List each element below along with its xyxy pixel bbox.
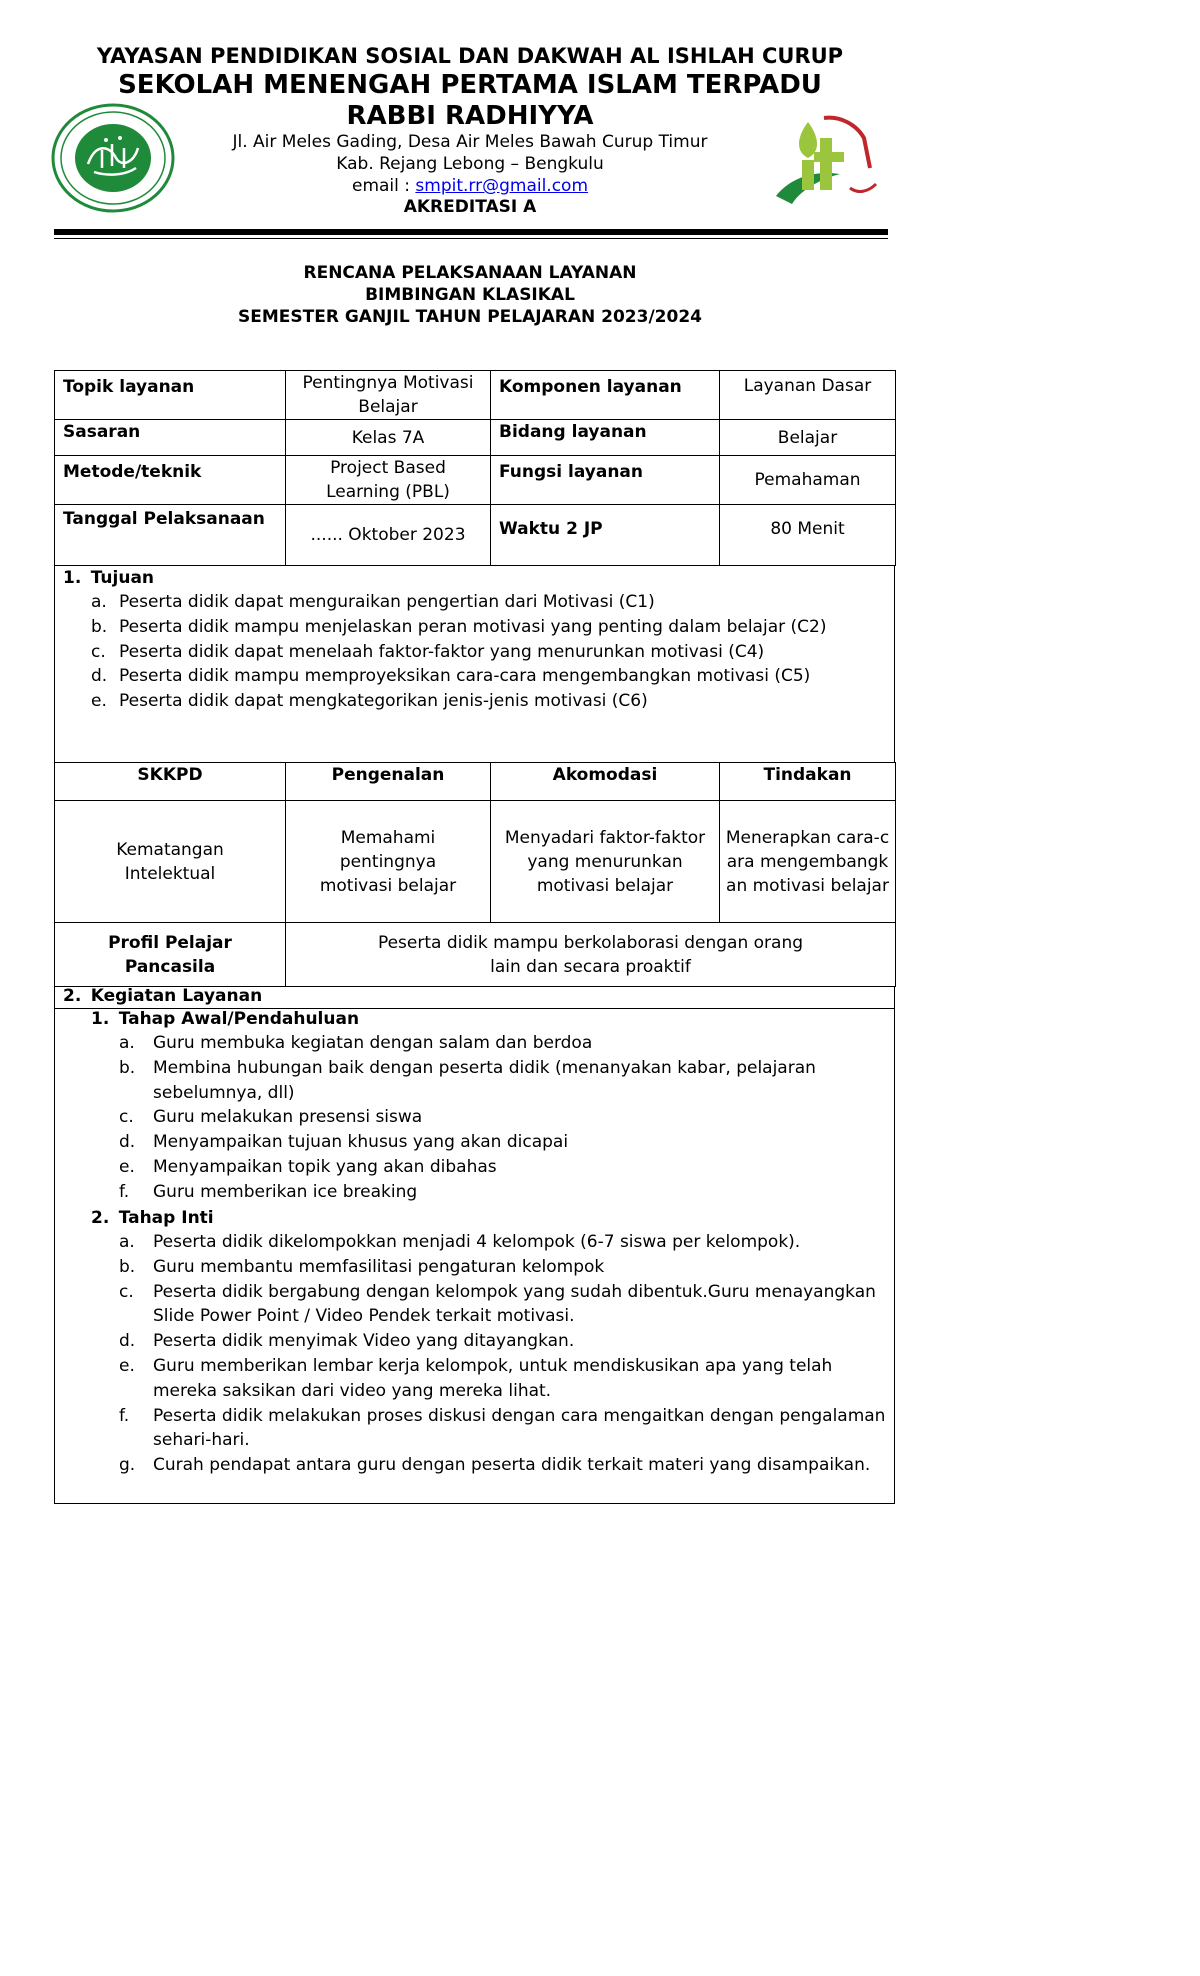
school-name-line2: RABBI RADHIYYA bbox=[346, 101, 594, 131]
list-item bbox=[119, 1404, 889, 1454]
list-item bbox=[119, 1230, 889, 1255]
list-marker: c. bbox=[119, 1107, 134, 1128]
list-marker: a. bbox=[119, 1033, 135, 1053]
list-item bbox=[119, 1130, 889, 1155]
list-marker: d. bbox=[91, 666, 108, 687]
kegiatan-heading-row bbox=[54, 986, 895, 1009]
waktu-label: Waktu 2 JP bbox=[491, 505, 720, 566]
pengenalan-value: Memahami pentingnya motivasi belajar bbox=[286, 801, 491, 923]
list-text: Peserta didik dapat menguraikan pengertian dari Motivasi (C1) bbox=[119, 592, 655, 612]
list-marker: e. bbox=[119, 1156, 135, 1177]
tanggal-value: ...... Oktober 2023 bbox=[286, 505, 491, 566]
email-link[interactable]: smpit.rr@gmail.com bbox=[415, 176, 589, 196]
kegiatan-number: 2. bbox=[63, 986, 82, 1006]
list-text: Guru membantu memfasilitasi pengaturan kelompok bbox=[153, 1256, 605, 1277]
accreditation: AKREDITASI A bbox=[403, 197, 537, 217]
list-marker: f. bbox=[119, 1181, 130, 1202]
tujuan-heading bbox=[63, 566, 154, 590]
address-line2: Kab. Rejang Lebong – Bengkulu bbox=[336, 154, 604, 174]
list-marker: f. bbox=[119, 1405, 130, 1426]
list-item bbox=[91, 689, 891, 714]
profil-label: Profil Pelajar Pancasila bbox=[55, 923, 286, 987]
list-item bbox=[119, 1255, 889, 1280]
list-marker: g. bbox=[119, 1455, 136, 1476]
list-text: Peserta didik melakukan proses diskusi dengan cara mengaitkan dengan pengalaman sehari-hari. bbox=[153, 1405, 886, 1451]
tahap-inti-heading bbox=[91, 1206, 214, 1230]
list-marker: b. bbox=[119, 1057, 136, 1078]
tahap-inti-number: 2. bbox=[91, 1208, 110, 1228]
list-text: Peserta didik bergabung dengan kelompok yang sudah dibentuk.Guru menayangkan Slide Power Point / Video Pendek terkait motivasi. bbox=[153, 1281, 876, 1327]
kegiatan-heading bbox=[63, 984, 262, 1008]
school-name-line1: SEKOLAH MENENGAH PERTAMA ISLAM TERPADU bbox=[118, 70, 822, 100]
komponen-label: Komponen layanan bbox=[491, 371, 720, 420]
list-item bbox=[119, 1280, 889, 1330]
list-item bbox=[91, 590, 891, 615]
list-text: Peserta didik mampu menjelaskan peran motivasi yang penting dalam belajar (C2) bbox=[119, 616, 827, 637]
komponen-value: Layanan Dasar bbox=[720, 371, 896, 420]
metode-label: Metode/teknik bbox=[55, 456, 286, 505]
email-label: email : bbox=[351, 176, 416, 196]
list-item bbox=[119, 1354, 889, 1404]
header-divider-thin bbox=[54, 238, 888, 239]
tahap-awal-number: 1. bbox=[91, 1009, 110, 1029]
list-text: Menyampaikan tujuan khusus yang akan dicapai bbox=[153, 1132, 569, 1153]
tujuan-list bbox=[91, 590, 891, 714]
list-item bbox=[119, 1180, 889, 1205]
profil-value: Peserta didik mampu berkolaborasi dengan orang lain dan secara proaktif bbox=[286, 923, 896, 987]
list-marker: a. bbox=[119, 1232, 135, 1252]
tindakan-value: Menerapkan cara-cara mengembangkan motivasi belajar bbox=[720, 801, 896, 923]
tahap-awal-list bbox=[119, 1031, 889, 1205]
sasaran-value: Kelas 7A bbox=[286, 420, 491, 456]
foundation-name: YAYASAN PENDIDIKAN SOSIAL DAN DAKWAH AL ISHLAH CURUP bbox=[96, 44, 844, 68]
list-text: Guru memberikan lembar kerja kelompok, untuk mendiskusikan apa yang telah mereka saksikan dari video yang mereka lihat. bbox=[153, 1355, 833, 1401]
kegiatan-section bbox=[54, 1009, 895, 1504]
tindakan-header: Tindakan bbox=[720, 763, 896, 801]
list-item bbox=[119, 1453, 889, 1478]
list-item bbox=[119, 1329, 889, 1354]
document-title bbox=[0, 262, 940, 328]
pengenalan-header: Pengenalan bbox=[286, 763, 491, 801]
skkpd-value: Kematangan Intelektual bbox=[55, 801, 286, 923]
title-line1: RENCANA PELAKSANAAN LAYANAN bbox=[303, 263, 637, 283]
metode-value: Project Based Learning (PBL) bbox=[286, 456, 491, 505]
list-marker: b. bbox=[91, 616, 108, 637]
fungsi-label: Fungsi layanan bbox=[491, 456, 720, 505]
list-text: Peserta didik dapat menelaah faktor-faktor yang menurunkan motivasi (C4) bbox=[119, 641, 765, 662]
school-name bbox=[0, 70, 940, 132]
topik-value: Pentingnya Motivasi Belajar bbox=[286, 371, 491, 420]
list-text: Curah pendapat antara guru dengan peserta didik terkait materi yang disampaikan. bbox=[153, 1455, 871, 1476]
skkpd-header: SKKPD bbox=[55, 763, 286, 801]
list-marker: d. bbox=[119, 1331, 136, 1352]
list-item bbox=[119, 1031, 889, 1056]
tanggal-label: Tanggal Pelaksanaan bbox=[55, 505, 286, 566]
title-line2: BIMBINGAN KLASIKAL bbox=[365, 285, 575, 305]
title-line3: SEMESTER GANJIL TAHUN PELAJARAN 2023/2024 bbox=[238, 307, 702, 327]
list-text: Guru memberikan ice breaking bbox=[153, 1181, 418, 1202]
bidang-label: Bidang layanan bbox=[491, 420, 720, 456]
email-line bbox=[0, 175, 940, 197]
info-table bbox=[54, 370, 896, 566]
tujuan-title: Tujuan bbox=[90, 568, 155, 588]
list-item bbox=[91, 615, 891, 640]
list-text: Peserta didik dapat mengkategorikan jenis-jenis motivasi (C6) bbox=[119, 691, 648, 712]
list-marker: b. bbox=[119, 1256, 136, 1277]
list-marker: e. bbox=[91, 691, 107, 712]
tahap-awal-heading bbox=[91, 1007, 359, 1031]
skkpd-table bbox=[54, 762, 896, 987]
list-text: Menyampaikan topik yang akan dibahas bbox=[153, 1156, 497, 1177]
address-line1: Jl. Air Meles Gading, Desa Air Meles Bawah Curup Timur bbox=[232, 132, 708, 152]
waktu-value: 80 Menit bbox=[720, 505, 896, 566]
list-marker: a. bbox=[91, 592, 107, 612]
akomodasi-value: Menyadari faktor-faktor yang menurunkan motivasi belajar bbox=[491, 801, 720, 923]
tahap-inti-list bbox=[119, 1230, 889, 1478]
list-text: Peserta didik menyimak Video yang ditayangkan. bbox=[153, 1331, 575, 1352]
list-item bbox=[91, 640, 891, 665]
list-marker: c. bbox=[91, 641, 106, 662]
list-marker: e. bbox=[119, 1355, 135, 1376]
list-item bbox=[119, 1155, 889, 1180]
fungsi-value: Pemahaman bbox=[720, 456, 896, 505]
bidang-value: Belajar bbox=[720, 420, 896, 456]
sasaran-label: Sasaran bbox=[55, 420, 286, 456]
list-text: Guru membuka kegiatan dengan salam dan berdoa bbox=[153, 1033, 593, 1053]
akomodasi-header: Akomodasi bbox=[491, 763, 720, 801]
list-text: Membina hubungan baik dengan peserta didik (menanyakan kabar, pelajaran sebelumnya, dll) bbox=[153, 1057, 816, 1103]
header-divider bbox=[54, 229, 888, 235]
list-marker: d. bbox=[119, 1132, 136, 1153]
list-item bbox=[91, 664, 891, 689]
list-item bbox=[119, 1056, 889, 1106]
tahap-awal-title: Tahap Awal/Pendahuluan bbox=[118, 1009, 360, 1029]
kegiatan-title: Kegiatan Layanan bbox=[90, 986, 263, 1006]
tujuan-section bbox=[54, 565, 895, 763]
list-marker: c. bbox=[119, 1281, 134, 1302]
list-item bbox=[119, 1105, 889, 1130]
school-address bbox=[0, 131, 940, 197]
tujuan-number: 1. bbox=[63, 568, 82, 588]
list-text: Peserta didik dikelompokkan menjadi 4 kelompok (6-7 siswa per kelompok). bbox=[153, 1232, 801, 1252]
topik-label: Topik layanan bbox=[55, 371, 286, 420]
tahap-inti-title: Tahap Inti bbox=[118, 1208, 214, 1228]
list-text: Guru melakukan presensi siswa bbox=[153, 1107, 423, 1128]
list-text: Peserta didik mampu memproyeksikan cara-cara mengembangkan motivasi (C5) bbox=[119, 666, 811, 687]
